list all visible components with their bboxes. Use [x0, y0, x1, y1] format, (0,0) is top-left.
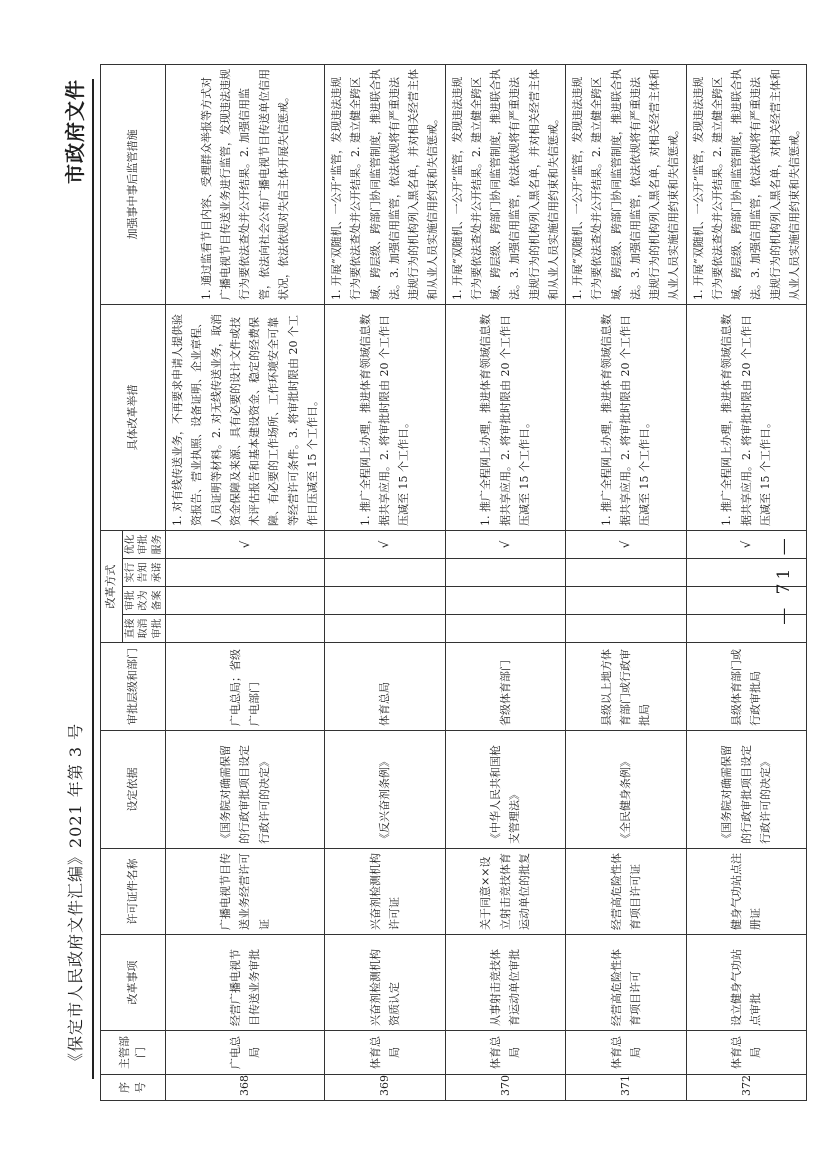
row-level: 体育总局 [325, 643, 446, 731]
check-mark-icon: √ [738, 540, 753, 549]
header-mode-cancel: 直接取消审批 [122, 615, 166, 643]
row-supervision: 1. 开展“双随机、一公开”监管，发现违法违规行为要依法查处并公开结果。2. 建立健全跨区域、跨层级、跨部门协同监管制度，推进联合执法。3. 加强信用监管，依法依规将有严重违法违规行为的机构列入黑名单，对相关经营主体和从业人员实施信用约束和失信惩戒。 [686, 65, 807, 305]
row-basis: 《中华人民共和国枪支管理法》 [445, 731, 566, 849]
row-seq: 368 [166, 1075, 325, 1101]
row-seq: 372 [686, 1075, 807, 1101]
row-mode-cell [325, 531, 446, 559]
row-license: 健身气功站点注册证 [686, 849, 807, 935]
row-dept: 体育总局 [566, 1031, 687, 1075]
row-seq: 370 [445, 1075, 566, 1101]
row-license: 关于同意××设立射击竞技体育运动单位的批复 [445, 849, 566, 935]
row-dept: 体育总局 [325, 1031, 446, 1075]
row-measures: 1. 推广全程网上办理，推进体育领域信息数据共享应用。2. 将审批时限由 20 个工作日压减至 15 个工作日。 [445, 305, 566, 531]
row-mode-cell [325, 615, 446, 643]
check-mark-icon: √ [237, 540, 252, 549]
table-row [445, 65, 566, 1101]
row-mode-cell [445, 559, 566, 587]
row-measures: 1. 推广全程网上办理，推进体育领域信息数据共享应用。2. 将审批时限由 20 个工作日压减至 15 个工作日。 [566, 305, 687, 531]
row-dept: 广电总局 [166, 1031, 325, 1075]
header-license: 许可证件名称 [101, 849, 166, 935]
row-measures: 1. 对有线传送业务，不再要求申请人提供验资报告、营业执照、设备证明、企业章程、人员证明等材料。2. 对无线传送业务，取消资金保障及来源、具有必要的设计文件或技术评估报告和基本建设资金、稳定的经费保障、有必要的工作场所、工作环境安全可靠等经营许可条件。3. 将审批时限由 20 个工作日压减至 15 个工作日。 [166, 305, 325, 531]
section-label: 市政府文件 [63, 79, 87, 184]
header-mode-commitment: 实行告知承诺 [122, 559, 166, 587]
row-level: 县级体育部门或行政审批局 [686, 643, 807, 731]
table-row [566, 65, 687, 1101]
row-dept: 体育总局 [686, 1031, 807, 1075]
row-mode-cell [445, 615, 566, 643]
row-item: 设立健身气功站点审批 [686, 935, 807, 1031]
header-row [101, 65, 123, 1101]
row-mode-cell [566, 587, 687, 615]
table-body [166, 65, 807, 1101]
row-item: 兴奋剂检测机构资质认定 [325, 935, 446, 1031]
reform-items-table [100, 64, 807, 1101]
header-supervision: 加强事中事后监管措施 [101, 65, 166, 305]
header-seq: 序号 [101, 1075, 166, 1101]
row-basis: 《国务院对确需保留的行政审批项目设定行政许可的决定》 [166, 731, 325, 849]
header-dept: 主管部门 [101, 1031, 166, 1075]
header-mode-filing: 审批改为备案 [122, 587, 166, 615]
table-row [325, 65, 446, 1101]
page-number: — 71 — [774, 534, 794, 625]
row-supervision: 1. 开展“双随机、一公开”监管，发现违法违规行为要依法查处并公开结果。2. 建立健全跨区域、跨层级、跨部门协同监管制度，推进联合执法。3. 加强信用监管，依法依规将有严重违法违规行为的机构列入黑名单，并对相关经营主体和从业人员实施信用约束和失信惩戒。 [325, 65, 446, 305]
row-mode-cell [325, 587, 446, 615]
row-mode-cell [566, 531, 687, 559]
row-seq: 371 [566, 1075, 687, 1101]
row-level: 广电总局；省级广电部门 [166, 643, 325, 731]
row-dept: 体育总局 [445, 1031, 566, 1075]
row-measures: 1. 推广全程网上办理，推进体育领域信息数据共享应用。2. 将审批时限由 20 个工作日压减至 15 个工作日。 [325, 305, 446, 531]
row-level: 县级以上地方体育部门或行政审批局 [566, 643, 687, 731]
row-measures: 1. 推广全程网上办理，推进体育领域信息数据共享应用。2. 将审批时限由 20 个工作日压减至 15 个工作日。 [686, 305, 807, 531]
header-measures: 具体改革举措 [101, 305, 166, 531]
check-mark-icon: √ [497, 540, 512, 549]
row-basis: 《国务院对确需保留的行政审批项目设定行政许可的决定》 [686, 731, 807, 849]
row-license: 兴奋剂检测机构许可证 [325, 849, 446, 935]
row-seq: 369 [325, 1075, 446, 1101]
row-level: 省级体育部门 [445, 643, 566, 731]
header-item: 改革事项 [101, 935, 166, 1031]
row-mode-cell [445, 587, 566, 615]
row-basis: 《反兴奋剂条例》 [325, 731, 446, 849]
row-basis: 《全民健身条例》 [566, 731, 687, 849]
row-mode-cell [166, 615, 325, 643]
publication-title: 《保定市人民政府文件汇编》2021 年第 3 号 [66, 722, 85, 1069]
table-row [166, 65, 325, 1101]
row-item: 经营高危险性体育项目许可 [566, 935, 687, 1031]
row-mode-cell [166, 587, 325, 615]
row-license: 经营高危险性体育项目许可证 [566, 849, 687, 935]
running-head [58, 79, 94, 1079]
row-mode-cell [166, 559, 325, 587]
row-supervision: 1. 通过监看节目内容、受理群众举报等方式对广播电视节目传送业务进行监管，发现违法违规行为要依法查处并公开结果。2. 加强信用监管，依法向社会公布广播电视节目传送单位信用状况，依法依规对失信主体开展失信惩戒。 [166, 65, 325, 305]
header-mode-optimize: 优化审批服务 [122, 531, 166, 559]
row-item: 经营广播电视节目传送业务审批 [166, 935, 325, 1031]
row-mode-cell [166, 531, 325, 559]
header-reform-mode: 改革方式 [101, 531, 123, 643]
row-supervision: 1. 开展“双随机、一公开”监管，发现违法违规行为要依法查处并公开结果。2. 建立健全跨区域、跨层级、跨部门协同监管制度，推进联合执法。3. 加强信用监管，依法依规将有严重违法违规行为的机构列入黑名单，对相关经营主体和从业人员实施信用约束和失信惩戒。 [566, 65, 687, 305]
row-mode-cell [325, 559, 446, 587]
header-basis: 设定依据 [101, 731, 166, 849]
row-supervision: 1. 开展“双随机、一公开”监管，发现违法违规行为要依法查处并公开结果。2. 建立健全跨区域、跨层级、跨部门协同监管制度，推进联合执法。3. 加强信用监管，依法依规将有严重违法违规行为的机构列入黑名单，并对相关经营主体和从业人员实施信用约束和失信惩戒。 [445, 65, 566, 305]
row-mode-cell [566, 615, 687, 643]
row-mode-cell [566, 559, 687, 587]
check-mark-icon: √ [618, 540, 633, 549]
row-license: 广播电视节目传送业务经营许可证 [166, 849, 325, 935]
check-mark-icon: √ [377, 540, 392, 549]
row-mode-cell [445, 531, 566, 559]
row-item: 从事射击竞技体育运动单位审批 [445, 935, 566, 1031]
header-level: 审批层级和部门 [101, 643, 166, 731]
